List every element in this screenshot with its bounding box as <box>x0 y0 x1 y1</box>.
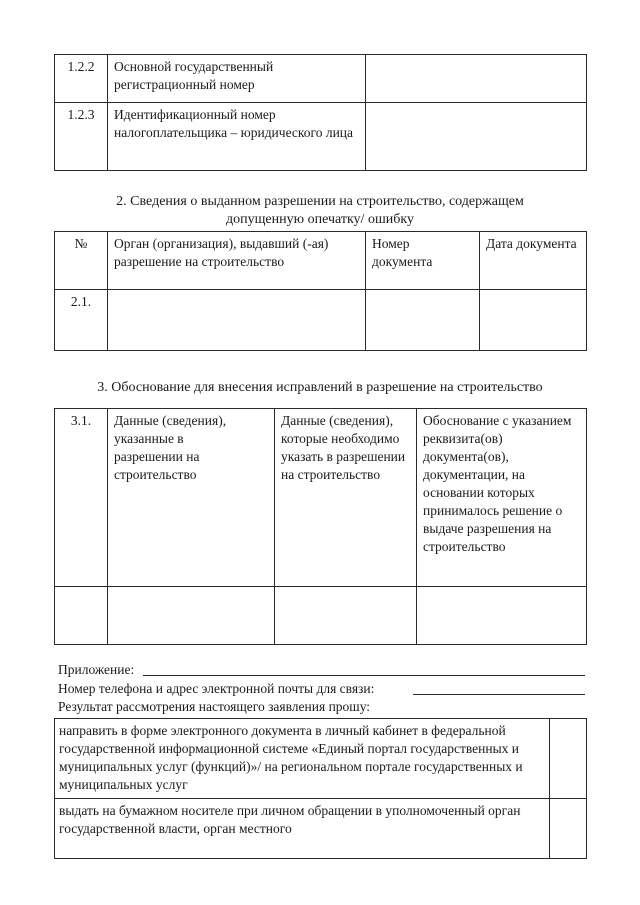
row-label: Основной государственный регистрационный номер <box>108 55 366 103</box>
attachment-label: Приложение: <box>58 662 135 677</box>
header-organ: Орган (организация), выдавший (-ая) разрешение на строительство <box>108 232 366 290</box>
table-header-row <box>55 409 587 587</box>
option-electronic-text: направить в форме электронного документа в личный кабинет в федеральной государственной информационной системе «Единый портал государственных и муниципальных услуг (функций)»/ на региональном портале государственных и муниципальных услуг <box>55 719 550 799</box>
organ-field[interactable] <box>108 290 366 351</box>
header-doc-number: Номер документа <box>366 232 480 290</box>
header-new-data: Данные (сведения), которые необходимо указать в разрешении на строительство <box>275 409 417 587</box>
contact-label: Номер телефона и адрес электронной почты для связи: <box>58 681 375 696</box>
result-options-table <box>54 718 587 859</box>
justification-field[interactable] <box>417 587 587 645</box>
row-value-field[interactable] <box>366 103 587 171</box>
table-row <box>55 55 587 103</box>
row-value-field[interactable] <box>366 55 587 103</box>
option-paper-checkbox[interactable] <box>550 799 587 859</box>
table-row <box>55 719 587 799</box>
row-number: 2.1. <box>55 290 108 351</box>
section3-title: 3. Обоснование для внесения исправлений в разрешение на строительство <box>97 380 543 395</box>
section2-table <box>54 231 587 351</box>
new-data-field[interactable] <box>275 587 417 645</box>
header-justification: Обоснование с указанием реквизита(ов) документа(ов), документации, на основании которых принималось решение о выдаче разрешения на строительство <box>417 409 587 587</box>
header-number: 3.1. <box>55 409 108 587</box>
attachment-input-line[interactable] <box>143 675 585 676</box>
result-label: Результат рассмотрения настоящего заявления прошу: <box>58 699 371 714</box>
section1-table <box>54 54 587 171</box>
table-header-row <box>55 232 587 290</box>
section2-title-line1: 2. Сведения о выданном разрешении на строительство, содержащем <box>116 194 524 209</box>
current-data-field[interactable] <box>108 587 275 645</box>
option-electronic-checkbox[interactable] <box>550 719 587 799</box>
row-label: Идентификационный номер налогоплательщика – юридического лица <box>108 103 366 171</box>
header-current-data: Данные (сведения), указанные в разрешении на строительство <box>108 409 275 587</box>
contact-input-line[interactable] <box>413 694 585 695</box>
section2-title-line2: допущенную опечатку/ ошибку <box>226 212 414 227</box>
row-number: 1.2.3 <box>55 103 108 171</box>
header-doc-date: Дата документа <box>480 232 587 290</box>
header-number: № <box>55 232 108 290</box>
table-row <box>55 290 587 351</box>
doc-date-field[interactable] <box>480 290 587 351</box>
table-row <box>55 587 587 645</box>
doc-number-field[interactable] <box>366 290 480 351</box>
table-row <box>55 103 587 171</box>
row-number-cell <box>55 587 108 645</box>
section3-table <box>54 408 587 645</box>
row-number: 1.2.2 <box>55 55 108 103</box>
option-paper-text: выдать на бумажном носителе при личном обращении в уполномоченный орган государственной власти, орган местного <box>55 799 550 859</box>
table-row <box>55 799 587 859</box>
